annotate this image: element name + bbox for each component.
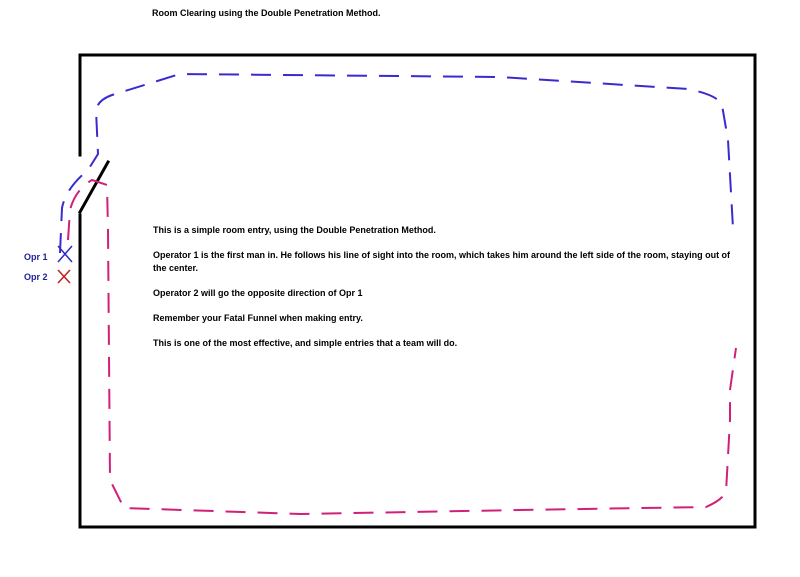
description <box>153 224 733 362</box>
description-line-5: This is one of the most effective, and simple entries that a team will do. <box>153 338 458 348</box>
description-line-1: This is a simple room entry, using the Double Penetration Method. <box>153 225 436 235</box>
opr2-label: Opr 2 <box>24 272 48 282</box>
door-leaf <box>80 162 108 212</box>
description-line-2: Operator 1 is the first man in. He follows his line of sight into the room, which takes him around the left side of the room, staying out of the center. <box>153 250 731 273</box>
diagram-title: Room Clearing using the Double Penetration Method. <box>152 8 381 18</box>
opr1-label: Opr 1 <box>24 252 48 262</box>
description-line-4: Remember your Fatal Funnel when making entry. <box>153 313 363 323</box>
description-line-3: Operator 2 will go the opposite direction of Opr 1 <box>153 288 363 298</box>
opr2-marker-icon <box>58 270 70 283</box>
opr1-marker-icon <box>58 246 72 262</box>
